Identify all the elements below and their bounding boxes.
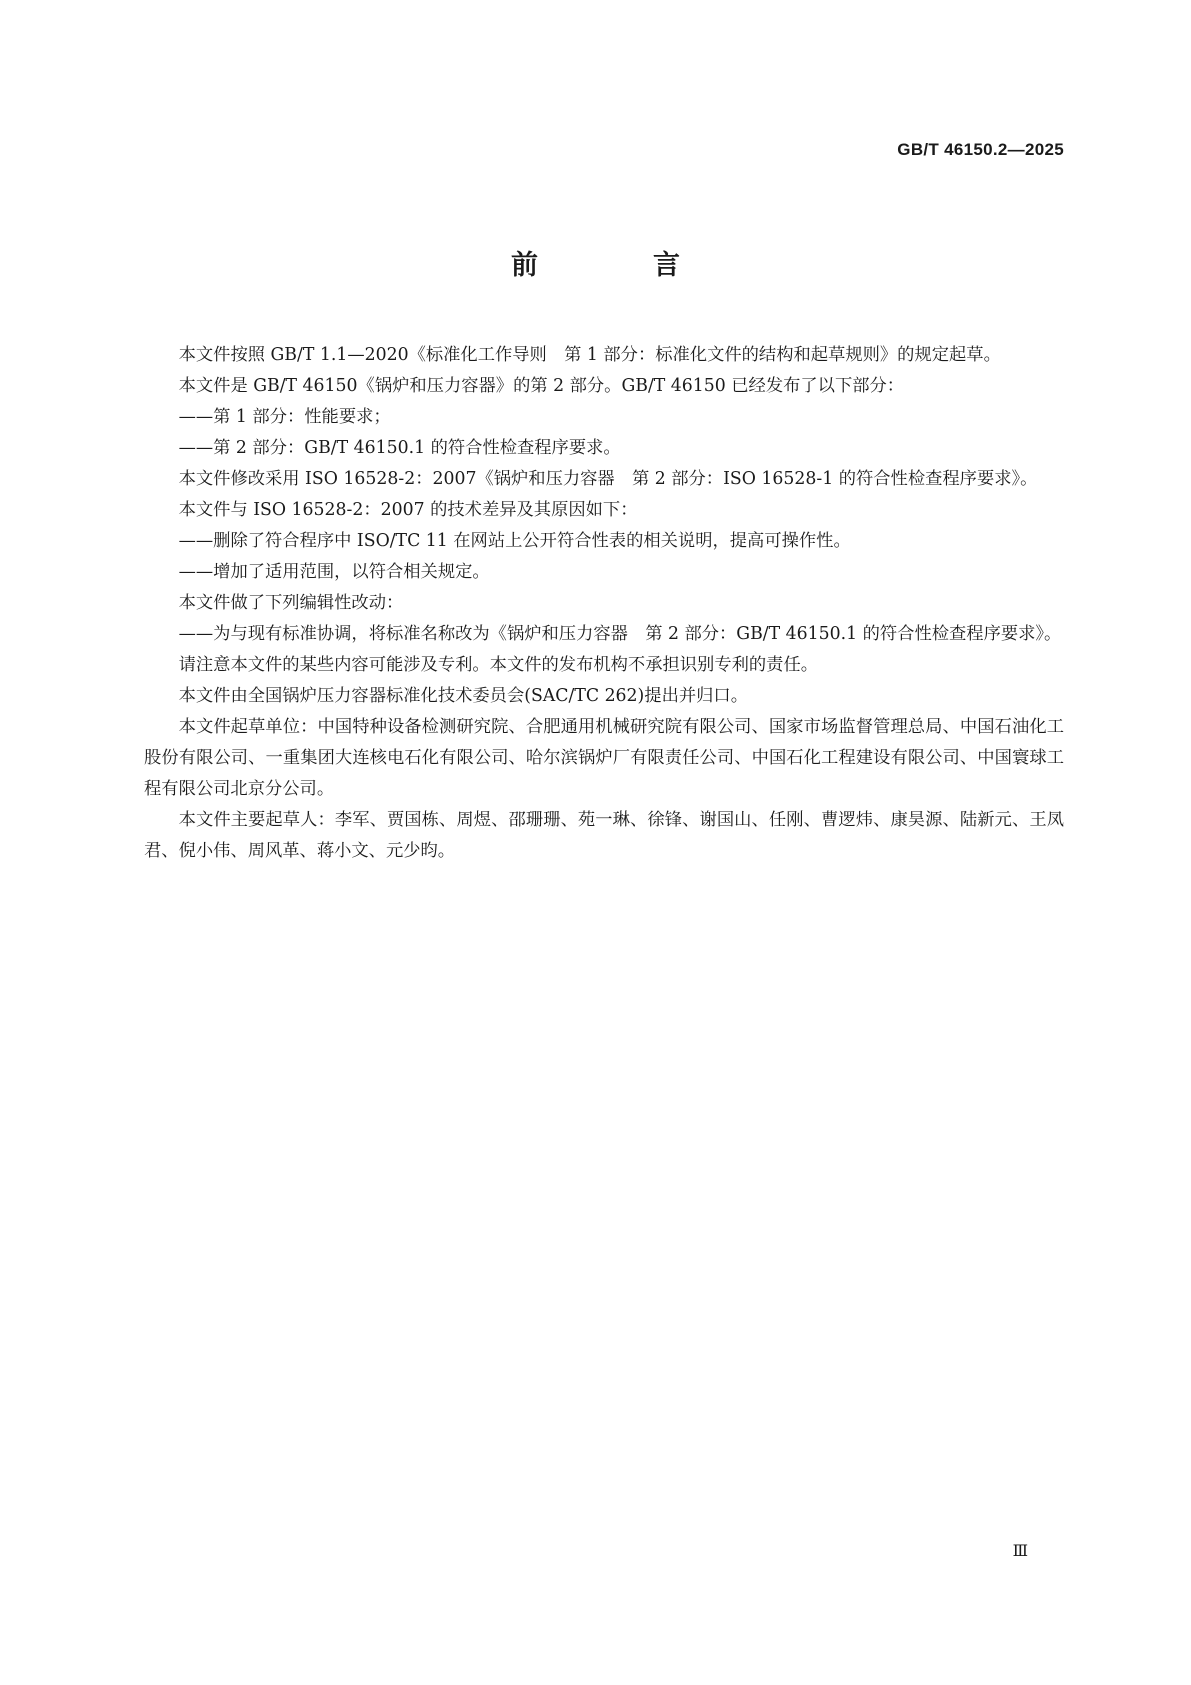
paragraph-drafting-organizations: 本文件起草单位：中国特种设备检测研究院、合肥通用机械研究院有限公司、国家市场监督管理总局、中国石油化工股份有限公司、一重集团大连核电石化有限公司、哈尔滨锅炉厂有限责任公司、中国石化工程建设有限公司、中国寰球工程有限公司北京分公司。 xyxy=(144,717,1064,799)
list-item-difference-2: ——增加了适用范围，以符合相关规定。 xyxy=(178,562,490,582)
list-item-part-1: ——第 1 部分：性能要求； xyxy=(178,407,391,427)
paragraph-technical-differences: 本文件与 ISO 16528-2：2007 的技术差异及其原因如下： xyxy=(178,500,638,520)
paragraph-patent-notice: 请注意本文件的某些内容可能涉及专利。本文件的发布机构不承担识别专利的责任。 xyxy=(178,655,819,675)
page-number: Ⅲ xyxy=(1012,1541,1028,1560)
paragraph-adoption: 本文件修改采用 ISO 16528-2：2007《锅炉和压力容器 第 2 部分：ISO 16528-1 的符合性检查程序要求》。 xyxy=(178,469,1038,489)
list-item-difference-1: ——删除了符合程序中 ISO/TC 11 在网站上公开符合性表的相关说明，提高可操作性。 xyxy=(178,531,851,551)
list-item-part-2: ——第 2 部分：GB/T 46150.1 的符合性检查程序要求。 xyxy=(178,438,621,458)
standard-code: GB/T 46150.2—2025 xyxy=(897,140,1064,159)
page-title: 前 言 xyxy=(511,250,724,281)
paragraph-editorial-changes: 本文件做了下列编辑性改动： xyxy=(178,593,404,613)
list-item-editorial-change: ——为与现有标准协调，将标准名称改为《锅炉和压力容器 第 2 部分：GB/T 46150.1 的符合性检查程序要求》。 xyxy=(178,624,1062,644)
paragraph-part-info: 本文件是 GB/T 46150《锅炉和压力容器》的第 2 部分。GB/T 46150 已经发布了以下部分： xyxy=(178,376,905,396)
foreword-body xyxy=(144,340,1064,867)
paragraph-proposed-by: 本文件由全国锅炉压力容器标准化技术委员会(SAC/TC 262)提出并归口。 xyxy=(178,686,748,706)
paragraph-drafting-rules: 本文件按照 GB/T 1.1—2020《标准化工作导则 第 1 部分：标准化文件的结构和起草规则》的规定起草。 xyxy=(178,345,1001,365)
paragraph-drafters: 本文件主要起草人：李军、贾国栋、周煜、邵珊珊、苑一琳、徐锋、谢国山、任刚、曹逻炜、康昊源、陆新元、王凤君、倪小伟、周风革、蒋小文、元少昀。 xyxy=(144,810,1064,861)
